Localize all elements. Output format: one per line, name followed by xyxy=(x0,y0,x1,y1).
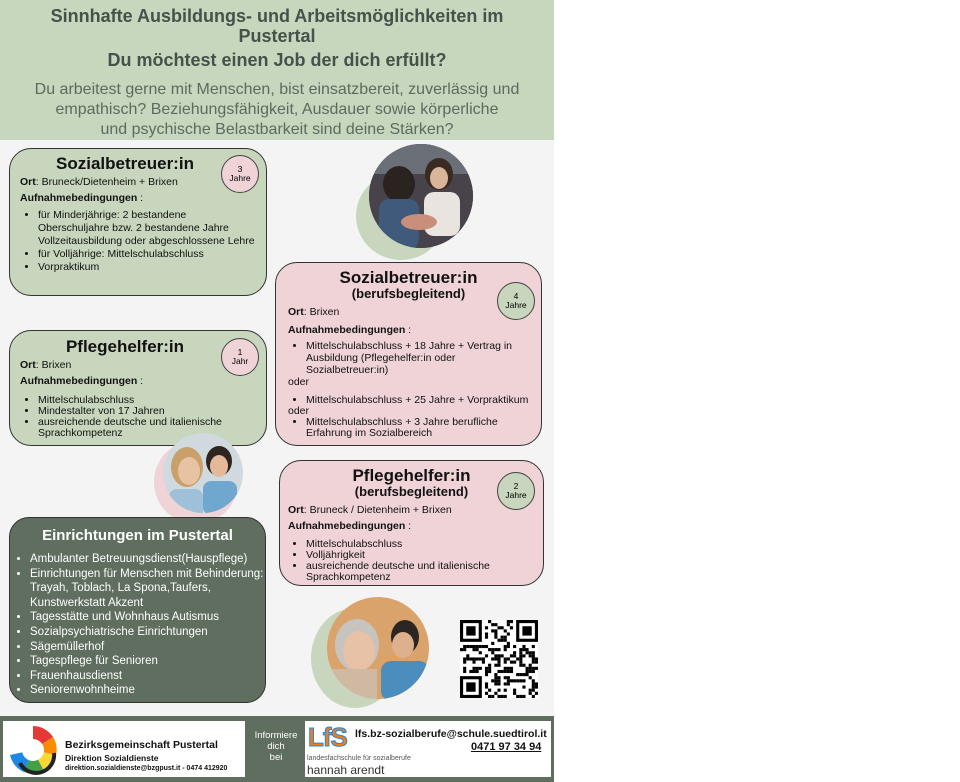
list-item: • Mindestalter von 17 Jahren xyxy=(38,406,256,417)
info-line-3: bei xyxy=(269,752,283,763)
school-name-small: landesfachschule für sozialberufe xyxy=(307,755,411,762)
list-item: • Frauenhausdienst xyxy=(30,669,265,684)
duration-number: 2 xyxy=(513,481,519,491)
card-title: Sozialbetreuer:in xyxy=(339,268,478,287)
card-title: Sozialbetreuer:in xyxy=(56,154,194,173)
list-item: • ausreichende deutsche und italienische Sprachkompetenz xyxy=(38,417,256,439)
photo-caregiver-graphic xyxy=(327,597,429,699)
school-email[interactable]: lfs.bz-sozialberufe@schule.suedtirol.it xyxy=(355,728,547,740)
location-row xyxy=(288,504,535,517)
requirements-label: Aufnahmebedingungen xyxy=(20,192,138,204)
school-logo-icon: LfS xyxy=(308,722,347,752)
info-line-2: dich xyxy=(267,741,285,752)
duration-badge xyxy=(221,155,259,193)
location-row xyxy=(288,306,529,319)
info-line-1: Informiere xyxy=(254,730,298,741)
requirements-heading xyxy=(20,375,256,388)
card-subtitle: (berufsbegleitend) xyxy=(354,484,469,499)
location-label: Ort xyxy=(20,176,36,188)
or-separator: oder xyxy=(288,376,310,388)
photo-nurses-icon xyxy=(163,433,243,513)
requirements-list-2 xyxy=(288,394,529,406)
facilities-box xyxy=(9,517,266,703)
org-contact[interactable]: direktion.sozialdienste@bzgpust.it - 0474 412920 xyxy=(65,765,228,772)
info-label xyxy=(247,730,305,763)
requirements-heading xyxy=(20,192,256,205)
page-title xyxy=(0,6,554,46)
photo-students-graphic xyxy=(369,144,473,248)
requirements-suffix: : xyxy=(405,520,412,532)
card-subtitle: (berufsbegleitend) xyxy=(351,286,466,301)
org-name-part-2: Pustertal xyxy=(172,739,218,751)
requirements-suffix: : xyxy=(137,192,144,204)
list-item: • Mittelschulabschluss + 18 Jahre + Vertrag in Ausbildung (Pflegehelfer:in oder Sozialbetreuer:in) xyxy=(306,340,529,376)
location-value: : Bruneck/Dietenheim + Brixen xyxy=(35,176,178,188)
card-title: Pflegehelfer:in xyxy=(352,466,471,485)
intro-text xyxy=(30,80,524,140)
requirements-heading xyxy=(288,520,535,533)
facilities-title: Einrichtungen im Pustertal xyxy=(42,527,233,544)
list-item: • Seniorenwohnheime xyxy=(30,683,265,698)
list-item: • Mittelschulabschluss + 3 Jahre berufliche Erfahrung im Sozialbereich xyxy=(306,417,529,439)
photo-nurses-graphic xyxy=(163,433,243,513)
requirements-label: Aufnahmebedingungen xyxy=(288,324,406,336)
list-item: • Einrichtungen für Menschen mit Behinderung: Trayah, Toblach, La Spona,Taufers, Kunstwerkstatt Akzent xyxy=(30,567,265,611)
duration-number: 4 xyxy=(513,291,519,301)
intro-line-2: empathisch? Beziehungsfähigkeit, Ausdauer sowie körperliche xyxy=(55,101,499,118)
list-item: • Ambulanter Betreuungsdienst(Hauspflege) xyxy=(30,552,265,567)
location-label: Ort xyxy=(288,504,304,516)
school-name: hannah arendt xyxy=(307,763,385,777)
requirements-list xyxy=(288,539,535,583)
intro-line-1: Du arbeitest gerne mit Menschen, bist einsatzbereit, zuverlässig und xyxy=(34,81,520,98)
list-item: • für Minderjährige: 2 bestandene Oberschuljahre bzw. 2 bestandene Jahre Vollzeitausbildung oder abgeschlossene Lehre xyxy=(38,209,256,248)
duration-number: 1 xyxy=(237,347,243,357)
footer xyxy=(0,716,554,782)
duration-badge xyxy=(497,472,535,510)
org-department: Direktion Sozialdienste xyxy=(65,753,159,763)
list-item: • Sozialpsychiatrische Einrichtungen xyxy=(30,625,265,640)
requirements-list xyxy=(20,209,256,274)
org-logo-icon xyxy=(6,723,60,777)
requirements-label: Aufnahmebedingungen xyxy=(288,520,406,532)
org-contact-box xyxy=(3,721,245,777)
location-value: : Brixen xyxy=(35,359,72,371)
list-item: • Sägemüllerhof xyxy=(30,640,265,655)
location-value: : Bruneck / Dietenheim + Brixen xyxy=(303,504,452,516)
duration-badge xyxy=(497,282,535,320)
duration-number: 3 xyxy=(237,164,243,174)
card-title: Pflegehelfer:in xyxy=(65,337,185,356)
requirements-suffix: : xyxy=(405,324,412,336)
duration-unit: Jahre xyxy=(505,490,527,500)
list-item: • für Volljährige: Mittelschulabschluss xyxy=(38,248,256,261)
requirements-heading xyxy=(288,324,529,337)
school-contact-box xyxy=(305,721,551,777)
title-line-2: Pustertal xyxy=(238,26,316,46)
list-item: • ausreichende deutsche und italienische Sprachkompetenz xyxy=(306,561,535,583)
duration-unit: Jahre xyxy=(505,300,527,310)
location-label: Ort xyxy=(288,306,304,318)
qr-code-icon[interactable] xyxy=(460,620,538,698)
list-item: • Mittelschulabschluss xyxy=(306,539,535,550)
page-subtitle: Du möchtest einen Job der dich erfüllt? xyxy=(107,50,447,70)
requirements-label: Aufnahmebedingungen xyxy=(20,375,138,387)
list-item: • Mittelschulabschluss + 25 Jahre + Vorpraktikum xyxy=(306,394,529,406)
list-item: • Volljährigkeit xyxy=(306,550,535,561)
requirements-list xyxy=(20,395,256,439)
org-name xyxy=(65,739,218,751)
list-item: • Mittelschulabschluss xyxy=(38,395,256,406)
location-label: Ort xyxy=(20,359,36,371)
list-item: • Vorpraktikum xyxy=(38,261,256,274)
school-phone[interactable]: 0471 97 34 94 xyxy=(471,741,542,753)
intro-line-3: und psychische Belastbarkeit sind deine Stärken? xyxy=(100,121,454,138)
duration-badge xyxy=(221,338,259,376)
facilities-list xyxy=(10,552,265,698)
title-line-1: Sinnhafte Ausbildungs- und Arbeitsmöglichkeiten im xyxy=(50,6,504,26)
requirements-suffix: : xyxy=(137,375,144,387)
location-value: : Brixen xyxy=(303,306,340,318)
duration-unit: Jahre xyxy=(229,173,251,183)
or-separator: oder xyxy=(288,405,310,417)
photo-caregiver-senior-icon xyxy=(327,597,429,699)
header xyxy=(0,0,554,140)
duration-unit: Jahr xyxy=(231,356,249,366)
requirements-list-1 xyxy=(288,340,529,376)
photo-students-icon xyxy=(369,144,473,248)
requirements-list-3 xyxy=(288,417,529,439)
org-name-part-1: Bezirksgemeinschaft xyxy=(65,739,173,751)
list-item: • Tagesstätte und Wohnhaus Autismus xyxy=(30,610,265,625)
list-item: • Tagespflege für Senioren xyxy=(30,654,265,669)
